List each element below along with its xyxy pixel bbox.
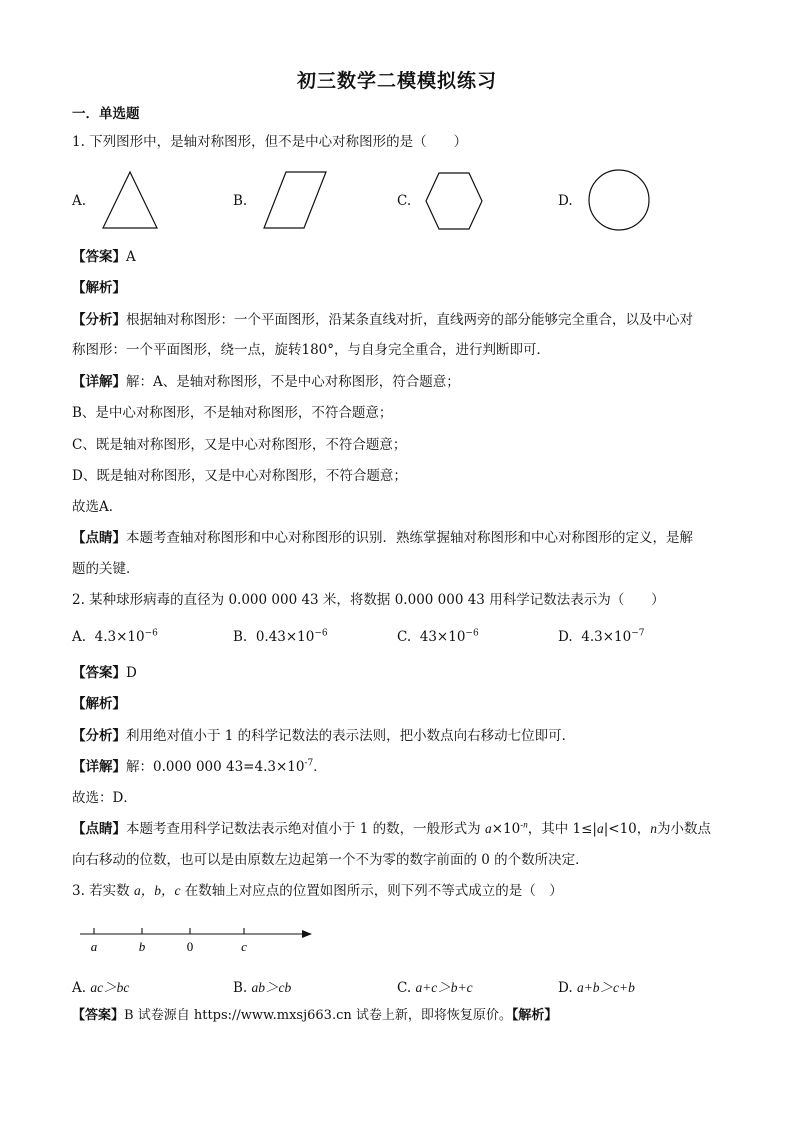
q2-xiangjie-line: 【详解】解：0.000 000 $43=4.3\times 10^{-7}$． — [72, 758, 327, 775]
q1-line-b: B、是中心对称图形，不是轴对称图形，不符合题意； — [72, 405, 393, 421]
q1-jiexi-tag: 【解析】 — [72, 280, 126, 296]
q3-option-d: D. a+b＞c+b — [558, 980, 635, 996]
number-line-arrow — [302, 930, 312, 938]
q3-option-b: B. ab＞cb — [233, 980, 292, 996]
section-heading: 一．单选题 — [72, 106, 140, 122]
circle-figure — [588, 169, 652, 233]
q2-option-c: C. $43\times 10^{-6}$ — [397, 628, 479, 645]
q2-dianjing-line-1: 【点睛】本题考查用科学记数法表示绝对值小于 1 的数，一般形式为 $a\times 10^{-n}$，其中 1≤|a|<10，n为小数点 — [72, 819, 712, 837]
q2-choice: 故选：D． — [72, 790, 137, 806]
q1-option-b-label: B. — [233, 193, 248, 209]
q1-answer: 【答案】A — [72, 249, 136, 265]
q2-option-d: D. $4.3\times 10^{-7}$ — [558, 628, 645, 645]
q1-fenxi-line-2: 称图形：一个平面图形，绕一点，旋转180°，与自身完全重合，进行判断即可． — [72, 342, 551, 358]
q1-dianjing-line-1: 【点睛】本题考查轴对称图形和中心对称图形的识别．熟练掌握轴对称图形和中心对称图形的定义，是解 — [72, 530, 693, 546]
q2-dianjing-line-2: 向右移动的位数，也可以是由原数左边起第一个不为零的数字前面的 0 的个数所决定． — [72, 852, 589, 868]
number-line-figure — [78, 920, 318, 960]
q1-fenxi-line-1: 【分析】根据轴对称图形：一个平面图形，沿某条直线对折，直线两旁的部分能够完全重合，以及中心对 — [72, 312, 693, 328]
q3-answer-line: 【答案】B 试卷源自 https://www.mxsj663.cn 试卷上新，即将恢复原价。【解析】 — [72, 1008, 558, 1023]
q1-stem: 1. 下列图形中，是轴对称图形，但不是中心对称图形的是（ ） — [72, 134, 468, 150]
q1-line-c: C、既是轴对称图形，又是中心对称图形，不符合题意； — [72, 437, 407, 453]
q2-option-a: A. $4.3\times 10^{-6}$ — [72, 628, 158, 645]
q2-jiexi-tag: 【解析】 — [72, 696, 126, 712]
source-notice: 试卷源自 https://www.mxsj663.cn 试卷上新，即将恢复原价。 — [137, 1008, 512, 1023]
axis-label-b: b — [138, 939, 146, 954]
q3-stem: 3. 若实数 a，b，c 在数轴上对应点的位置如图所示，则下列不等式成立的是（ ） — [72, 883, 563, 899]
q1-option-c-label: C. — [397, 193, 412, 209]
axis-label-c: c — [241, 939, 247, 954]
q1-dianjing-line-2: 题的关键． — [72, 561, 140, 577]
parallelogram-figure — [262, 170, 328, 230]
q2-fenxi-line: 【分析】利用绝对值小于 1 的科学记数法的表示法则，把小数点向右移动七位即可． — [72, 728, 576, 744]
q3-option-a: A. ac＞bc — [72, 980, 130, 996]
q2-answer: 【答案】D — [72, 665, 137, 681]
hexagon-figure — [424, 171, 484, 231]
q2-option-b: B. $0.43\times 10^{-6}$ — [233, 628, 328, 645]
q3-option-c: C. a+c＞b+c — [397, 980, 473, 996]
q1-choice: 故选A． — [72, 499, 123, 515]
q1-line-d: D、既是轴对称图形，又是中心对称图形，不符合题意； — [72, 468, 407, 484]
q1-option-d-label: D. — [558, 193, 573, 209]
axis-label-a: a — [90, 939, 98, 954]
q2-stem: 2. 某种球形病毒的直径为 0.000 000 43 米，将数据 0.000 000 43 用科学记数法表示为（ ） — [72, 592, 665, 608]
page-title: 初三数学二模模拟练习 — [296, 70, 497, 92]
axis-label-0: 0 — [186, 939, 194, 954]
triangle-figure — [100, 170, 160, 230]
q1-option-a-label: A. — [72, 193, 87, 209]
q1-xiangjie-line: 【详解】解：A、是轴对称图形，不是中心对称图形，符合题意； — [72, 374, 460, 390]
